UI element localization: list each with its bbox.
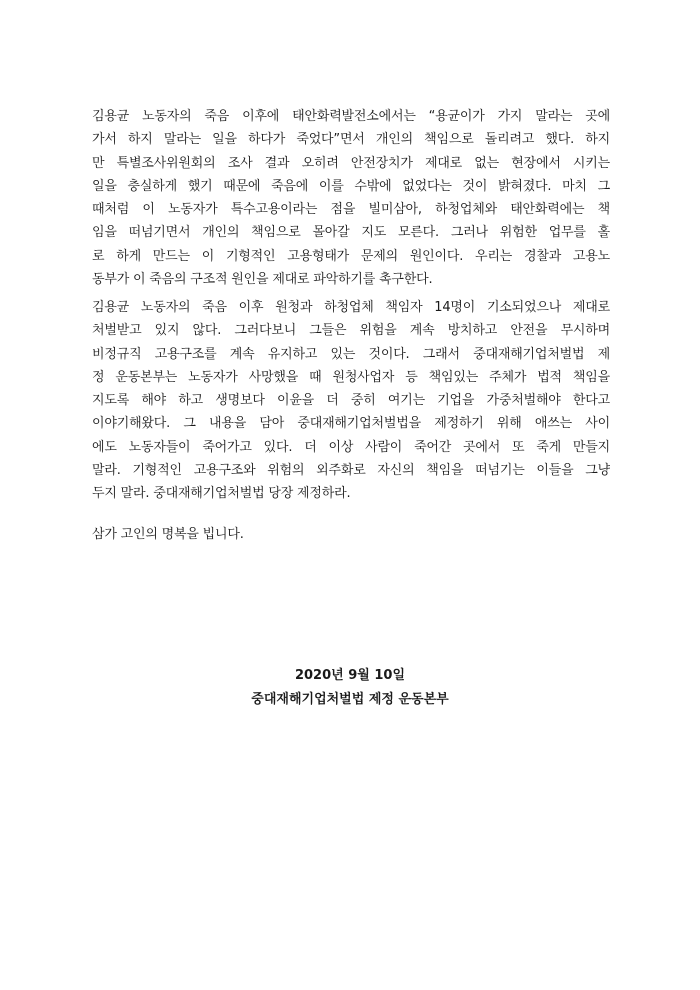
paragraph-statement-2 [92, 296, 610, 506]
text-line: 동부가 이 죽음의 구조적 원인을 제대로 파악하기를 촉구한다. [92, 272, 433, 288]
text-line: 로 하게 만드는 이 기형적인 고용형태가 문제의 원인이다. 우리는 경찰과 고용노 [92, 248, 610, 264]
signature-date: 2020년 9월 10일 [294, 668, 406, 683]
text-line: 지도록 해야 하고 생명보다 이윤을 더 중히 여기는 기업을 가중처벌해야 한다고 [92, 393, 610, 409]
signature-organization: 중대재해기업처벌법 제정 운동본부 [251, 692, 449, 707]
paragraph-condolence [92, 523, 610, 546]
text-line: 김용균 노동자의 죽음 이후에 태안화력발전소에서는 “용균이가 가지 말라는 곳에 [92, 109, 610, 124]
text-line: 말라. 기형적인 고용구조와 위험의 외주화로 자신의 책임을 떠넘기는 이들을 그냥 [92, 463, 610, 479]
text-line: 일을 충실하게 했기 때문에 죽음에 이를 수밖에 없었다는 것이 밝혀졌다. 마치 그 [92, 178, 610, 194]
text-line: 정 운동본부는 노동자가 사망했을 때 원청사업자 등 책임있는 주체가 법적 책임을 [92, 369, 610, 385]
text-line: 만 특별조사위원회의 조사 결과 오히려 안전장치가 제대로 없는 현장에서 시키는 [92, 155, 610, 171]
text-line: 가서 하지 말라는 일을 하다가 죽었다”면서 개인의 책임으로 돌리려고 했다. 하지 [92, 132, 610, 148]
text-line: 임을 떠넘기면서 개인의 책임으로 몰아갈 지도 모른다. 그러나 위험한 업무를 홀 [92, 225, 610, 241]
text-line: 비정규직 고용구조를 계속 유지하고 있는 것이다. 그래서 중대재해기업처벌법 제 [92, 346, 610, 362]
paragraph-statement-1 [92, 105, 610, 291]
text-line: 때처럼 이 노동자가 특수고용이라는 점을 빌미삼아, 하청업체와 태안화력에는 책 [92, 202, 610, 218]
text-line: 이야기해왔다. 그 내용을 담아 중대재해기업처벌법을 제정하기 위해 애쓰는 사이 [92, 416, 610, 432]
text-line: 김용균 노동자의 죽음 이후 원청과 하청업체 책임자 14명이 기소되었으나 제대로 [92, 300, 610, 315]
text-line: 삼가 고인의 명복을 빕니다. [92, 527, 244, 542]
text-line: 에도 노동자들이 죽어가고 있다. 더 이상 사람이 죽어간 곳에서 또 죽게 만들지 [92, 439, 610, 455]
text-line: 처벌받고 있지 않다. 그러다보니 그들은 위험을 계속 방치하고 안전을 무시하며 [92, 323, 610, 339]
text-line: 두지 말라. 중대재해기업처벌법 당장 제정하라. [92, 486, 351, 502]
